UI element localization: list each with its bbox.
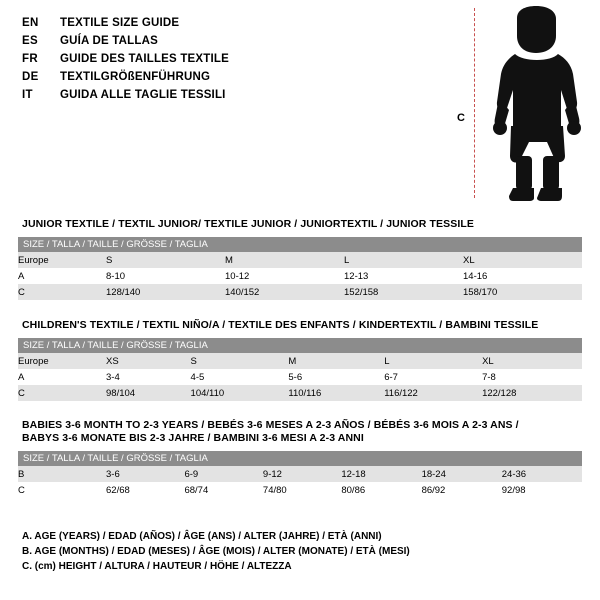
table-cell: 98/104 xyxy=(106,385,191,401)
table-cell: 8-10 xyxy=(106,268,225,284)
babies-size-table xyxy=(18,451,582,498)
toddler-silhouette-icon xyxy=(485,6,590,206)
table-cell: 7-8 xyxy=(482,369,582,385)
language-code: DE xyxy=(22,71,39,83)
row-label: A xyxy=(18,268,106,284)
legend-block xyxy=(22,529,410,574)
measurement-figure xyxy=(440,6,590,201)
table-cell: 92/98 xyxy=(502,482,582,498)
table-row xyxy=(18,268,582,284)
table-cell: 3-6 xyxy=(106,466,184,482)
children-size-table xyxy=(18,338,582,401)
language-row-fr xyxy=(22,50,422,68)
table-cell: S xyxy=(106,252,225,268)
language-code: ES xyxy=(22,35,38,47)
table-cell: 18-24 xyxy=(422,466,502,482)
table-cell: 10-12 xyxy=(225,268,344,284)
language-title: GUIDA ALLE TAGLIE TESSILI xyxy=(60,89,226,101)
measure-label-c: C xyxy=(457,112,465,124)
legend-line-b: B. AGE (MONTHS) / EDAD (MESES) / ÂGE (MOIS) / ALTER (MONATE) / ETÀ (MESI) xyxy=(22,546,410,557)
table-cell: XL xyxy=(482,353,582,369)
language-title: TEXTILGRÖßENFÜHRUNG xyxy=(60,71,211,83)
table-row xyxy=(18,252,582,268)
table-cell: 12-13 xyxy=(344,268,463,284)
table-cell: 128/140 xyxy=(106,284,225,300)
table-header-label: SIZE / TALLA / TAILLE / GRÖSSE / TAGLIA xyxy=(18,451,582,466)
language-row-en xyxy=(22,14,422,32)
table-cell: XL xyxy=(463,252,582,268)
table-cell: M xyxy=(288,353,384,369)
table-header-row xyxy=(18,451,582,466)
junior-size-table xyxy=(18,237,582,300)
table-cell: M xyxy=(225,252,344,268)
table-header-label: SIZE / TALLA / TAILLE / GRÖSSE / TAGLIA xyxy=(18,338,582,353)
table-row xyxy=(18,385,582,401)
table-header-row xyxy=(18,338,582,353)
table-cell: 110/116 xyxy=(288,385,384,401)
language-code: IT xyxy=(22,89,33,101)
language-header xyxy=(22,14,422,104)
legend-line-a: A. AGE (YEARS) / EDAD (AÑOS) / ÂGE (ANS) / ALTER (JAHRE) / ETÀ (ANNI) xyxy=(22,531,382,542)
table-cell: 9-12 xyxy=(263,466,341,482)
section-title-babies xyxy=(22,419,519,445)
table-header-label: SIZE / TALLA / TAILLE / GRÖSSE / TAGLIA xyxy=(18,237,582,252)
row-label: Europe xyxy=(18,252,106,268)
height-measure-line xyxy=(474,8,475,198)
table-cell: XS xyxy=(106,353,191,369)
table-cell: 116/122 xyxy=(384,385,482,401)
table-cell: 12-18 xyxy=(341,466,421,482)
language-title: GUÍA DE TALLAS xyxy=(60,35,158,47)
table-cell: 158/170 xyxy=(463,284,582,300)
language-title: GUIDE DES TAILLES TEXTILE xyxy=(60,53,229,65)
language-row-it xyxy=(22,86,422,104)
table-row xyxy=(18,369,582,385)
section-title-children: CHILDREN'S TEXTILE / TEXTIL NIÑO/A / TEXTILE DES ENFANTS / KINDERTEXTIL / BAMBINI TESSILE xyxy=(22,319,539,331)
row-label: B xyxy=(18,466,106,482)
table-cell: L xyxy=(344,252,463,268)
table-cell: 6-7 xyxy=(384,369,482,385)
table-cell: 152/158 xyxy=(344,284,463,300)
row-label: C xyxy=(18,385,106,401)
row-label: C xyxy=(18,482,106,498)
table-cell: 62/68 xyxy=(106,482,184,498)
legend-line-c: C. (cm) HEIGHT / ALTURA / HAUTEUR / HÖHE / ALTEZZA xyxy=(22,561,292,572)
table-cell: 74/80 xyxy=(263,482,341,498)
table-row xyxy=(18,353,582,369)
section-title-babies-line1: BABIES 3-6 MONTH TO 2-3 YEARS / BEBÉS 3-6 MESES A 2-3 AÑOS / BÉBÉS 3-6 MOIS A 2-3 ANS / xyxy=(22,419,519,431)
language-title: TEXTILE SIZE GUIDE xyxy=(60,17,180,29)
language-row-es xyxy=(22,32,422,50)
section-title-babies-line2: BABYS 3-6 MONATE BIS 2-3 JAHRE / BAMBINI 3-6 MESI A 2-3 ANNI xyxy=(22,432,364,444)
table-row xyxy=(18,284,582,300)
table-header-row xyxy=(18,237,582,252)
table-row xyxy=(18,466,582,482)
language-row-de xyxy=(22,68,422,86)
table-row xyxy=(18,482,582,498)
table-cell: 5-6 xyxy=(288,369,384,385)
table-cell: 140/152 xyxy=(225,284,344,300)
table-cell: L xyxy=(384,353,482,369)
table-cell: 80/86 xyxy=(341,482,421,498)
table-cell: 86/92 xyxy=(422,482,502,498)
row-label: A xyxy=(18,369,106,385)
table-cell: 3-4 xyxy=(106,369,191,385)
table-cell: 68/74 xyxy=(184,482,262,498)
table-cell: 104/110 xyxy=(191,385,289,401)
table-cell: 14-16 xyxy=(463,268,582,284)
table-cell: 6-9 xyxy=(184,466,262,482)
language-code: FR xyxy=(22,53,38,65)
table-cell: 4-5 xyxy=(191,369,289,385)
table-cell: 24-36 xyxy=(502,466,582,482)
row-label: Europe xyxy=(18,353,106,369)
table-cell: S xyxy=(191,353,289,369)
table-cell: 122/128 xyxy=(482,385,582,401)
section-title-junior: JUNIOR TEXTILE / TEXTIL JUNIOR/ TEXTILE JUNIOR / JUNIORTEXTIL / JUNIOR TESSILE xyxy=(22,218,474,230)
language-code: EN xyxy=(22,17,39,29)
row-label: C xyxy=(18,284,106,300)
